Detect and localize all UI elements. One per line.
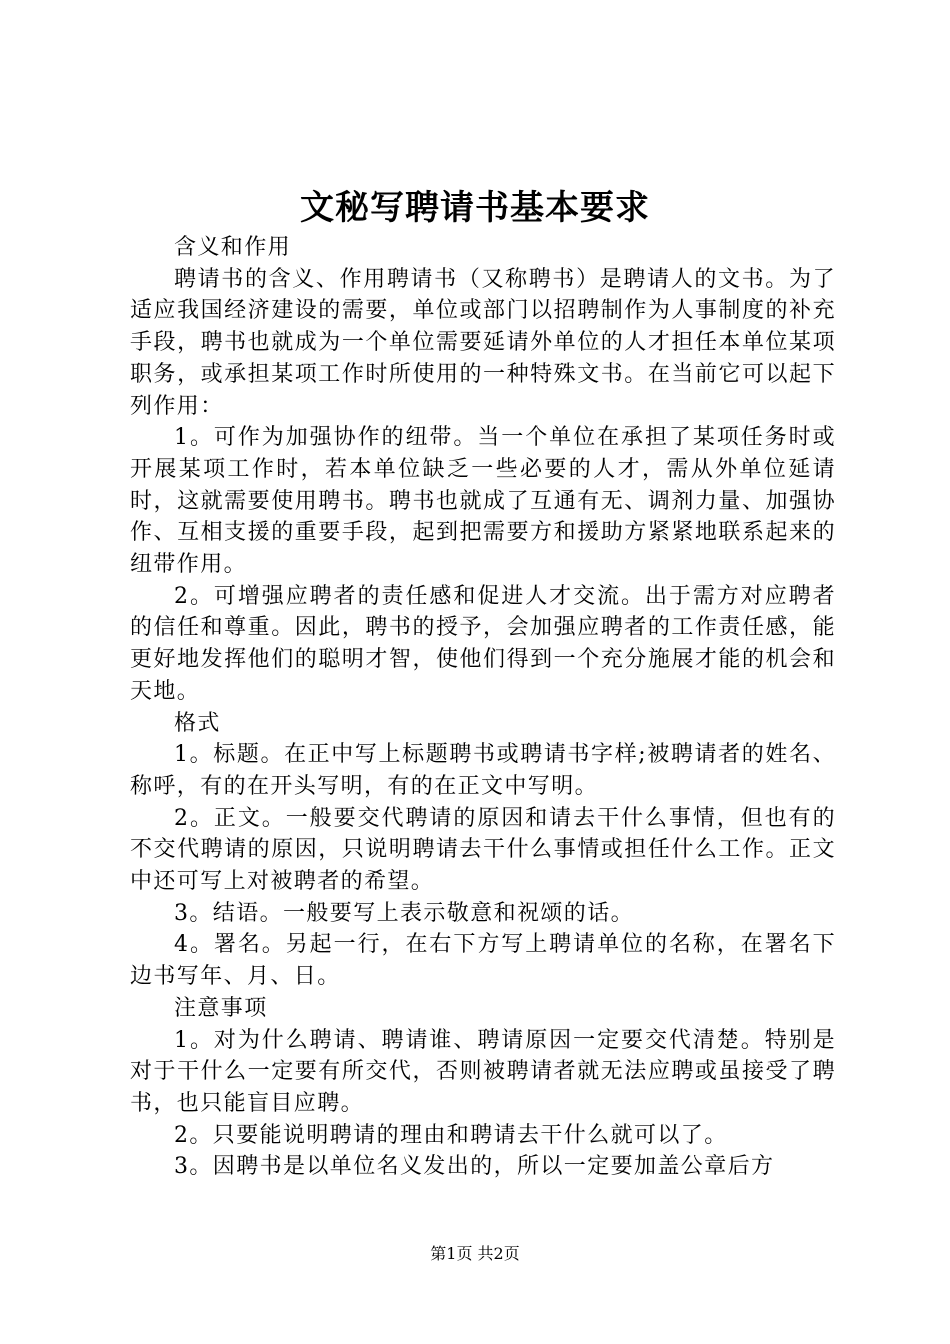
paragraph-format-2: 2。正文。一般要交代聘请的原因和请去干什么事情，但也有的不交代聘请的原因，只说明聘请去干什么事情或担任什么工作。正文中还可写上对被聘者的希望。 (130, 805, 836, 895)
paragraph-note-2: 2。只要能说明聘请的理由和聘请去干什么就可以了。 (174, 1122, 728, 1148)
paragraph-function-2: 2。可增强应聘者的责任感和促进人才交流。出于需方对应聘者的信任和尊重。因此，聘书的授予，会加强应聘者的工作责任感，能更好地发挥他们的聪明才智，使他们得到一个充分施展才能的机会和天地。 (130, 583, 836, 704)
page-footer: 第1页 共2页 (430, 1244, 520, 1263)
document-title: 文秘写聘请书基本要求 (300, 188, 650, 228)
document-body (130, 232, 836, 1183)
paragraph-format-1: 1。标题。在正中写上标题聘书或聘请书字样;被聘请者的姓名、称呼，有的在开头写明，有的在正文中写明。 (130, 742, 836, 799)
paragraph-intro: 聘请书的含义、作用聘请书（又称聘书）是聘请人的文书。为了适应我国经济建设的需要，单位或部门以招聘制作为人事制度的补充手段，聘书也就成为一个单位需要延请外单位的人才担任本单位某项职务，或承担某项工作时所使用的一种特殊文书。在当前它可以起下列作用： (130, 266, 836, 419)
paragraph-function-1: 1。可作为加强协作的纽带。当一个单位在承担了某项任务时或开展某项工作时，若本单位缺乏一些必要的人才，需从外单位延请时，这就需要使用聘书。聘书也就成了互通有无、调剂力量、加强协作、互相支援的重要手段，起到把需要方和援助方紧紧地联系起来的纽带作用。 (130, 425, 836, 578)
paragraph-format-4: 4。署名。另起一行，在右下方写上聘请单位的名称，在署名下边书写年、月、日。 (130, 932, 836, 990)
paragraph-format-3: 3。结语。一般要写上表示敬意和祝颂的话。 (174, 900, 634, 926)
paragraph-note-1: 1。对为什么聘请、聘请谁、聘请原因一定要交代清楚。特别是对于干什么一定要有所交代，否则被聘请者就无法应聘或虽接受了聘书，也只能盲目应聘。 (130, 1027, 836, 1116)
section-heading-notes: 注意事项 (174, 995, 268, 1021)
paragraph-note-3: 3。因聘书是以单位名义发出的，所以一定要加盖公章后方 (174, 1154, 775, 1180)
section-heading-meaning: 含义和作用 (174, 235, 292, 260)
section-heading-format: 格式 (174, 710, 221, 736)
